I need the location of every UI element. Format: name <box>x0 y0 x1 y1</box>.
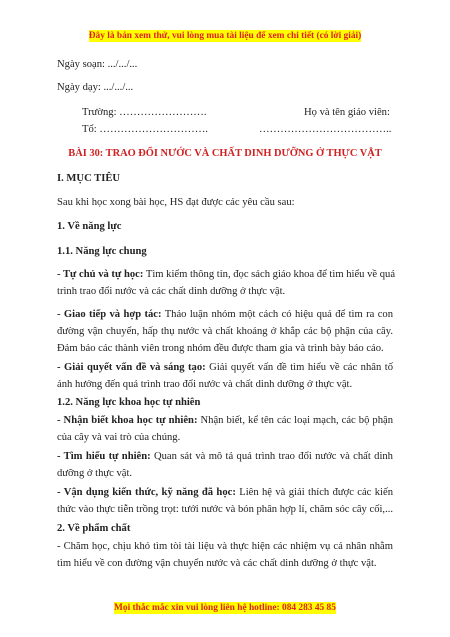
quality-line-2: tìm hiểu về con đường vận chuyển nước và các chất dinh dưỡng ở thực vật. <box>57 558 377 569</box>
competence-heading: 1. Về năng lực <box>57 221 122 232</box>
hotline-notice <box>0 603 450 613</box>
recognition-label: - Nhận biết khoa học tự nhiên: <box>57 415 198 426</box>
explore-line: - Tìm hiểu tự nhiên: Quan sát và mô tả quá trình trao đổi nước và chất dinh <box>57 451 393 462</box>
apply-line-2: thức vào thực tiễn trồng trọt: tưới nước và bón phân hợp lí, chăm sóc cây cối,... <box>57 504 394 515</box>
hotline-notice-text: Mọi thắc mắc xin vui lòng liên hệ hotline: 084 283 45 85 <box>114 603 336 613</box>
quality-heading: 2. Về phẩm chất <box>57 523 131 534</box>
explore-label: - Tìm hiểu tự nhiên: <box>57 451 151 462</box>
group-field: Tổ: …………………………. <box>82 124 208 135</box>
self-study-line: - Tự chủ và tự học: Tìm kiếm thông tin, đọc sách giáo khoa để tìm hiểu về quá <box>57 269 396 280</box>
date-prepared: Ngày soạn: .../.../... <box>57 59 138 70</box>
apply-label: - Vận dụng kiến thức, kỹ năng đã học: <box>57 487 236 498</box>
recognition-line: - Nhận biết khoa học tự nhiên: Nhận biết, kể tên các loại mạch, các bộ phận <box>57 415 393 426</box>
intro-text: Sau khi học xong bài học, HS đạt được các yêu cầu sau: <box>57 197 295 208</box>
self-study-line-2: trình trao đổi nước và các chất dinh dưỡng ở thực vật. <box>57 286 286 297</box>
recognition-line-2: của cây và vai trò của chúng. <box>57 432 181 443</box>
lesson-title: BÀI 30: TRAO ĐỔI NƯỚC VÀ CHẤT DINH DƯỠNG Ở THỰC VẬT <box>68 148 382 159</box>
teacher-name-blank: ……………………………….. <box>259 124 392 135</box>
cooperation-line: - Giao tiếp và hợp tác: Thảo luận nhóm một cách có hiệu quả để tìm ra con <box>57 309 393 320</box>
science-competence-heading: 1.2. Năng lực khoa học tự nhiên <box>57 397 201 408</box>
school-field: Trường: ……………………. <box>82 107 207 118</box>
general-competence-heading: 1.1. Năng lực chung <box>57 246 147 257</box>
preview-notice-text: Đây là bản xem thử, vui lòng mua tài liệu để xem chi tiết (có lời giải) <box>88 31 362 41</box>
apply-line: - Vận dụng kiến thức, kỹ năng đã học: Liên hệ và giải thích được các kiến <box>57 487 393 498</box>
self-study-label: - Tự chủ và tự học: <box>57 269 144 280</box>
problem-solving-label: - Giải quyết vấn đề và sáng tạo: <box>57 362 206 373</box>
teacher-field: Họ và tên giáo viên: <box>304 107 390 118</box>
quality-line: - Chăm học, chịu khó tìm tòi tài liệu và thực hiện các nhiệm vụ cá nhân nhằm <box>57 541 393 552</box>
cooperation-line-3: Đảm bảo các thành viên trong nhóm đều được tham gia và trình bày báo cáo. <box>57 343 384 354</box>
cooperation-label: - Giao tiếp và hợp tác: <box>57 309 162 320</box>
cooperation-line-2: đường vận chuyển, hấp thụ nước và chất khoáng ở khắp các bộ phận của cây. <box>57 326 393 337</box>
problem-solving-line-2: ảnh hưởng đến quá trình trao đổi nước và chất dinh dưỡng ở thực vật. <box>57 379 353 390</box>
date-taught: Ngày dạy: .../.../... <box>57 82 134 93</box>
explore-line-2: dưỡng ở thực vật. <box>57 468 133 479</box>
preview-notice <box>0 31 450 41</box>
problem-solving-line: - Giải quyết vấn đề và sáng tạo: Giải quyết vấn đề tìm hiểu về các nhân tố <box>57 362 394 373</box>
section-objectives: I. MỤC TIÊU <box>57 173 121 184</box>
